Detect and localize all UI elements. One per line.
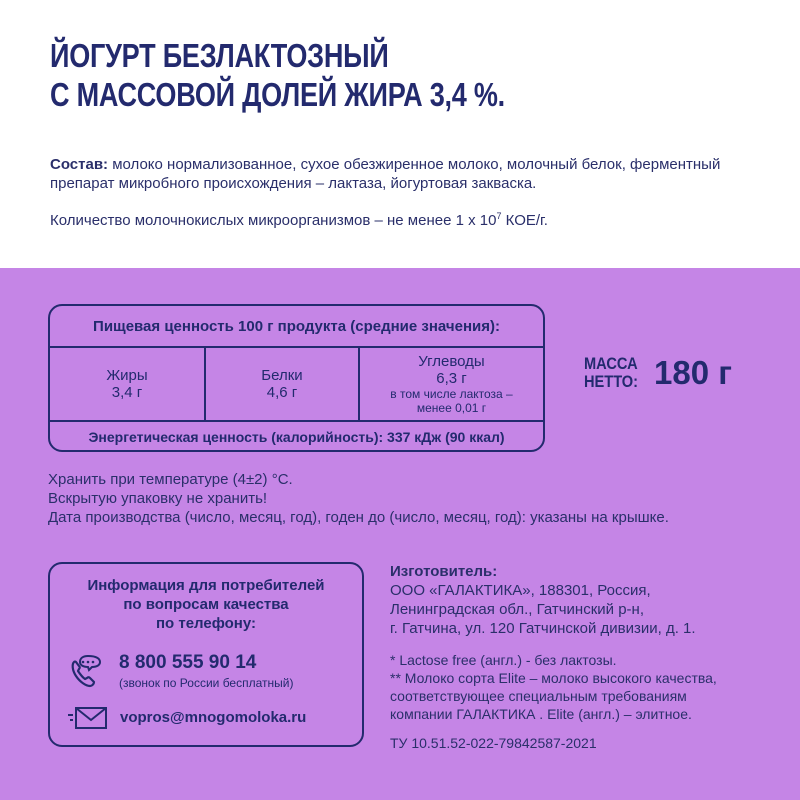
footnote-line1: * Lactose free (англ.) - без лактозы.	[390, 652, 617, 668]
carbs-value: 6,3 г	[436, 370, 467, 387]
footnote-line2: ** Молоко сорта Elite – молоко высокого качества,	[390, 670, 717, 686]
microorganisms-exponent: 7	[496, 211, 502, 221]
phone-number[interactable]: 8 800 555 90 14	[119, 652, 257, 673]
carbs-cell	[360, 348, 543, 420]
carbs-note-line1: в том числе лактоза –	[390, 387, 513, 401]
manufacturer-line2: Ленинградская обл., Гатчинский р-н,	[390, 601, 644, 618]
carbs-note-line2: менее 0,01 г	[416, 401, 487, 415]
phone-note: (звонок по России бесплатный)	[119, 676, 294, 690]
net-mass-label	[584, 355, 637, 391]
composition-text	[50, 155, 770, 193]
net-mass	[584, 354, 732, 392]
carbs-label: Углеводы	[418, 353, 485, 370]
fat-value: 3,4 г	[111, 384, 143, 401]
net-mass-value: 180 г	[654, 354, 732, 391]
product-title	[50, 36, 505, 114]
composition-label: Состав:	[50, 156, 109, 173]
storage-line1: Хранить при температуре (4±2) °С.	[48, 471, 293, 488]
fat-cell	[50, 348, 206, 420]
energy-value: Энергетическая ценность (калорийность): 337 кДж (90 ккал)	[88, 429, 505, 445]
storage-line3: Дата производства (число, месяц, год), годен до (число, месяц, год): указаны на крышке.	[48, 509, 669, 526]
product-title-line2: С МАССОВОЙ ДОЛЕЙ ЖИРА 3,4 %.	[50, 76, 505, 113]
net-mass-label-line1: МАССА	[584, 354, 638, 373]
storage-line2: Вскрытую упаковку не хранить!	[48, 490, 268, 507]
phone-chat-icon	[66, 652, 106, 692]
manufacturer-info	[390, 562, 696, 638]
email-address[interactable]: vopros@mnogomoloka.ru	[120, 709, 307, 726]
consumer-info-title-line2: по вопросам качества	[123, 596, 289, 613]
manufacturer-line3: г. Гатчина, ул. 120 Гатчинской дивизии, д. 1.	[390, 620, 696, 637]
protein-cell	[206, 348, 360, 420]
microorganisms-unit: КОЕ/г.	[501, 212, 548, 229]
technical-spec-number: ТУ 10.51.52-022-79842587-2021	[390, 735, 597, 751]
protein-value: 4,6 г	[266, 384, 298, 401]
storage-conditions	[48, 470, 669, 527]
consumer-info-title	[50, 576, 362, 633]
envelope-icon	[66, 706, 108, 730]
nutrition-table	[48, 304, 545, 452]
footnote-line4: компании ГАЛАКТИКА . Elite (англ.) – элитное.	[390, 706, 692, 722]
nutrition-values-row	[50, 348, 543, 422]
microorganisms-body: Количество молочнокислых микроорганизмов – не менее 1 х 10	[50, 212, 497, 229]
manufacturer-line1: ООО «ГАЛАКТИКА», 188301, Россия,	[390, 582, 651, 599]
nutrition-header: Пищевая ценность 100 г продукта (средние значения):	[50, 306, 543, 348]
manufacturer-label: Изготовитель:	[390, 563, 498, 580]
top-section	[0, 0, 800, 268]
composition-body: молоко нормализованное, сухое обезжиренное молоко, молочный белок, ферментный препарат микробного происхождения – лактаза, йогуртовая закваска.	[50, 156, 721, 192]
consumer-info-title-line1: Информация для потребителей	[87, 577, 325, 594]
footnote-line3: соответствующее специальным требованиям	[390, 688, 687, 704]
product-title-line1: ЙОГУРТ БЕЗЛАКТОЗНЫЙ	[50, 37, 389, 74]
consumer-info-title-line3: по телефону:	[155, 615, 257, 632]
fat-label: Жиры	[106, 367, 148, 384]
footnotes	[390, 651, 717, 723]
net-mass-label-line2: НЕТТО:	[584, 372, 639, 391]
protein-label: Белки	[261, 367, 303, 384]
microorganisms-text	[50, 207, 548, 230]
